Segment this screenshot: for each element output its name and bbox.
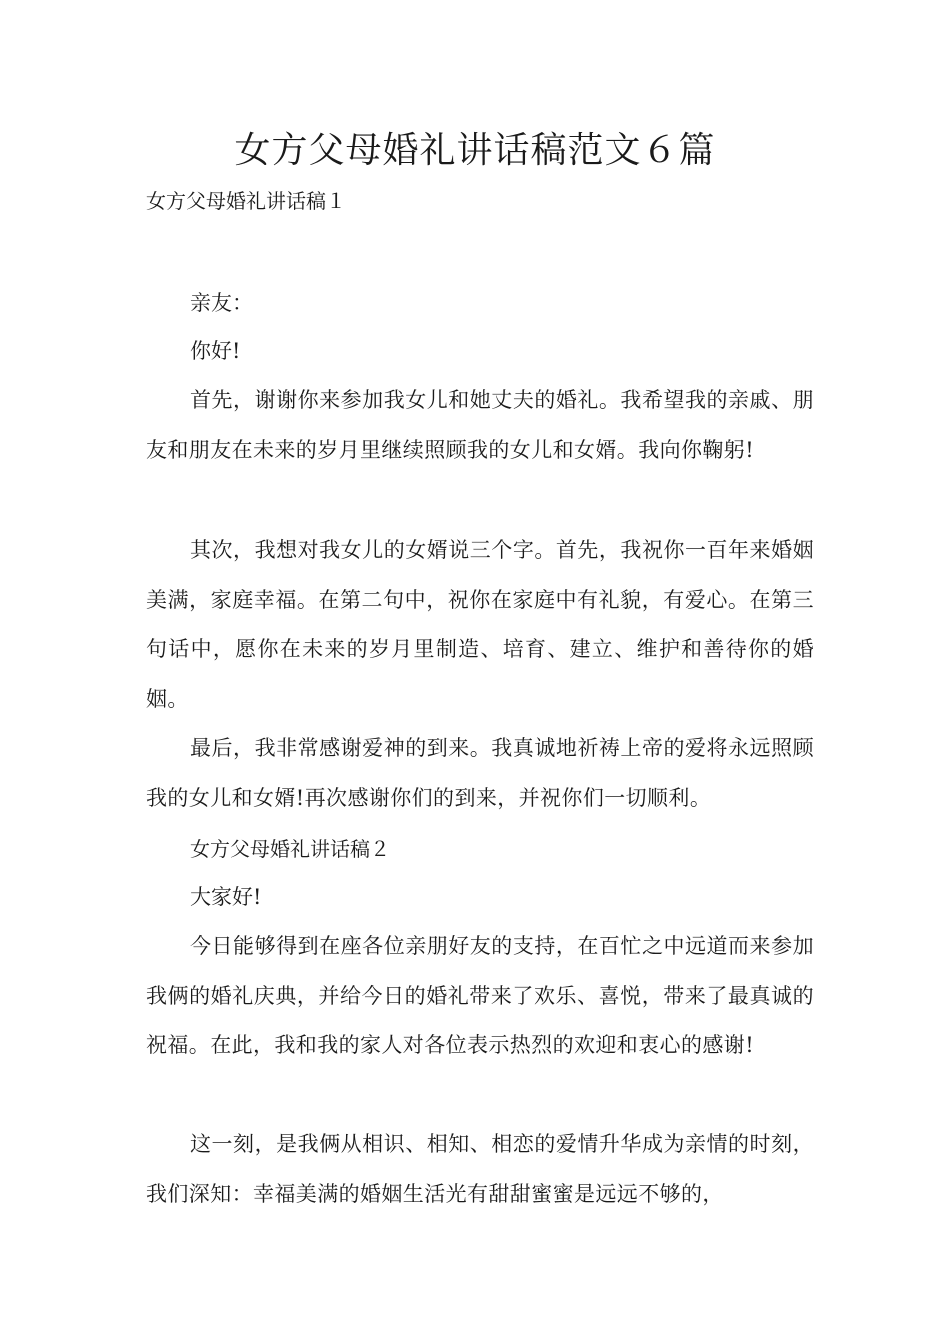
section-1-paragraph-2: 其次，我想对我女儿的女婿说三个字。首先，我祝你一百年来婚姻美满，家庭幸福。在第二句中，祝你在家庭中有礼貌，有爱心。在第三句话中，愿你在未来的岁月里制造、培育、建立、维护和善待你的婚姻。 <box>146 538 814 711</box>
section-2-paragraph-1: 今日能够得到在座各位亲朋好友的支持，在百忙之中远道而来参加我俩的婚礼庆典，并给今日的婚礼带来了欢乐、喜悦，带来了最真诚的祝福。在此，我和我的家人对各位表示热烈的欢迎和衷心的感谢! <box>146 934 814 1057</box>
section-2-paragraph-2: 这一刻，是我俩从相识、相知、相恋的爱情升华成为亲情的时刻，我们深知：幸福美满的婚姻生活光有甜甜蜜蜜是远远不够的， <box>146 1132 814 1206</box>
section-1-paragraph-1: 首先，谢谢你来参加我女儿和她丈夫的婚礼。我希望我的亲戚、朋友和朋友在未来的岁月里继续照顾我的女儿和女婿。我向你鞠躬! <box>146 388 814 462</box>
document-title: 女方父母婚礼讲话稿范文６篇 <box>234 130 716 171</box>
section-1-greeting: 亲友： <box>190 291 253 315</box>
section-2-greeting: 大家好! <box>190 885 262 909</box>
section-1-heading: 女方父母婚礼讲话稿１ <box>146 189 346 213</box>
section-2-heading: 女方父母婚礼讲话稿２ <box>190 837 390 861</box>
section-1-hello: 你好! <box>190 339 241 363</box>
section-1-paragraph-3: 最后，我非常感谢爱神的到来。我真诚地祈祷上帝的爱将永远照顾我的女儿和女婿!再次感谢你们的到来，并祝你们一切顺利。 <box>146 736 814 810</box>
